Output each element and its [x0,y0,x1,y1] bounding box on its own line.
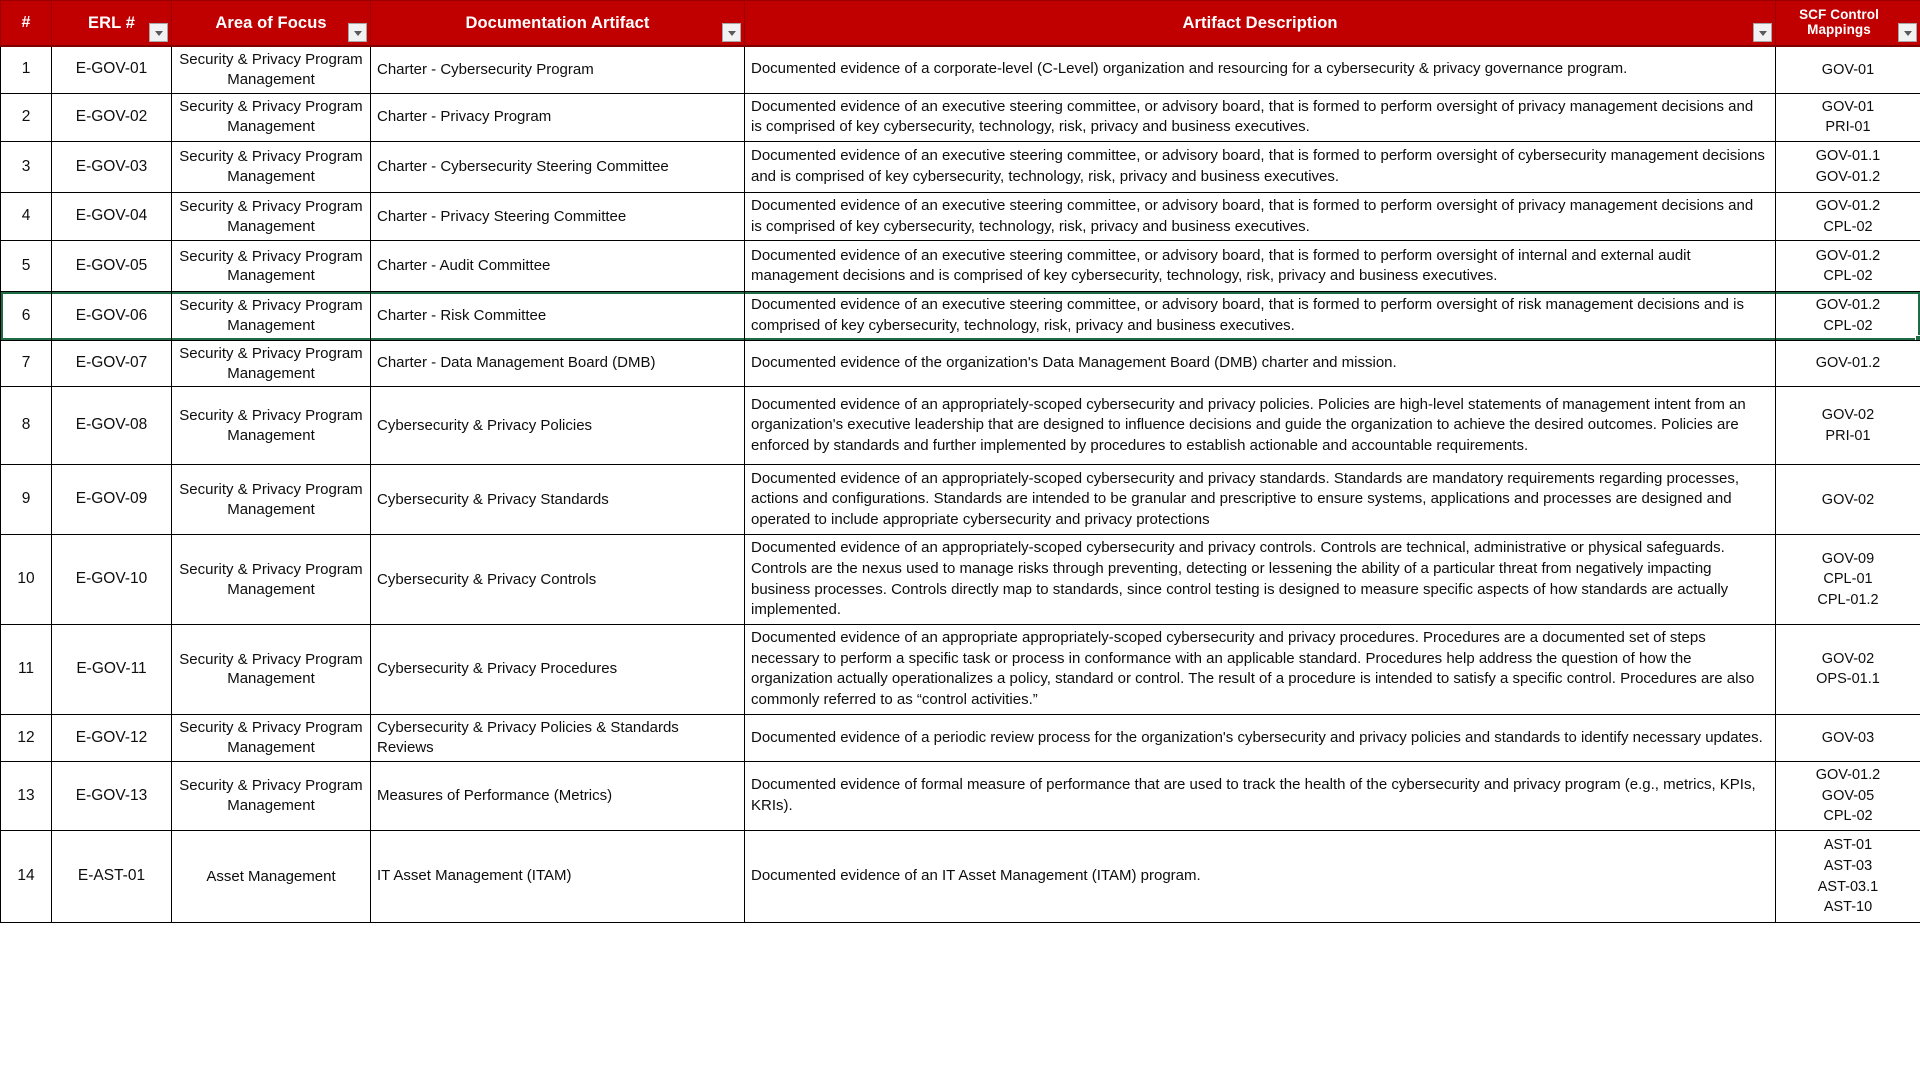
cell-documentation-artifact[interactable]: Cybersecurity & Privacy Controls [371,535,745,625]
cell-scf-control-mappings[interactable] [1776,625,1920,715]
cell-scf-control-mappings[interactable] [1776,192,1920,240]
cell-scf-control-mappings[interactable] [1776,340,1920,387]
column-header-scf-control-mappings-label: SCF Control Mappings [1799,7,1879,37]
cell-erl-number[interactable]: E-GOV-10 [52,535,172,625]
column-header-scf-control-mappings[interactable] [1776,1,1920,47]
cell-erl-number[interactable]: E-GOV-08 [52,387,172,465]
cell-scf-control-mappings[interactable] [1776,46,1920,93]
cell-artifact-description[interactable]: Documented evidence of formal measure of performance that are used to track the health of the cybersecurity and privacy program (e.g., metrics, KPIs, KRIs). [745,762,1776,831]
cell-area-of-focus[interactable]: Security & Privacy Program Management [172,340,371,387]
column-header-documentation-artifact[interactable] [371,1,745,47]
column-header-number-label: # [21,14,31,32]
filter-dropdown-icon-area-of-focus[interactable] [348,23,367,42]
scf-control-mapping: OPS-01.1 [1816,671,1880,688]
scf-control-mapping: CPL-01 [1823,571,1873,588]
column-header-area-of-focus[interactable] [172,1,371,47]
cell-number[interactable]: 10 [1,535,52,625]
scf-control-mapping: GOV-01.2 [1815,355,1881,372]
cell-number[interactable]: 13 [1,762,52,831]
cell-area-of-focus[interactable]: Security & Privacy Program Management [172,93,371,141]
cell-erl-number[interactable]: E-GOV-02 [52,93,172,141]
cell-number[interactable]: 7 [1,340,52,387]
cell-erl-number[interactable]: E-GOV-04 [52,192,172,240]
cell-artifact-description[interactable]: Documented evidence of an executive steering committee, or advisory board, that is formed to perform oversight of privacy management decisions and is comprised of key cybersecurity, technology, risk, privacy and business executives. [745,192,1776,240]
cell-erl-number[interactable]: E-GOV-01 [52,46,172,93]
cell-documentation-artifact[interactable]: Measures of Performance (Metrics) [371,762,745,831]
cell-documentation-artifact[interactable]: Charter - Risk Committee [371,292,745,340]
scf-control-mapping: PRI-01 [1825,427,1871,444]
cell-artifact-description[interactable]: Documented evidence of an executive steering committee, or advisory board, that is formed to perform oversight of risk management decisions and is comprised of key cybersecurity, technology, risk, privacy and business executives. [745,292,1776,340]
cell-erl-number[interactable]: E-GOV-05 [52,241,172,292]
scf-control-mapping: GOV-01.2 [1815,168,1881,185]
cell-area-of-focus[interactable]: Security & Privacy Program Management [172,241,371,292]
scf-control-mapping: GOV-05 [1821,787,1875,804]
cell-scf-control-mappings[interactable] [1776,387,1920,465]
scf-control-mapping: GOV-01.2 [1815,767,1881,784]
scf-control-mapping: CPL-02 [1823,268,1873,285]
cell-artifact-description[interactable]: Documented evidence of an appropriately-scoped cybersecurity and privacy policies. Policies are high-level statements of management intent from an organization's executive leadership that are designed to influence decisions and guide the organization to achieve the desired outcomes. Policies are enforced by standards and further implemented by procedures to establish actionable and accountable requirements. [745,387,1776,465]
column-header-artifact-description-label: Artifact Description [1182,13,1338,32]
scf-control-mapping: GOV-01.2 [1815,297,1881,314]
table-row[interactable] [1,292,1920,340]
filter-dropdown-icon-scf-control-mappings[interactable] [1898,23,1917,42]
cell-number[interactable]: 5 [1,241,52,292]
table-row[interactable] [1,625,1920,715]
cell-area-of-focus[interactable]: Security & Privacy Program Management [172,292,371,340]
scf-control-mapping: GOV-01.2 [1815,247,1881,264]
table-row[interactable] [1,762,1920,831]
cell-artifact-description[interactable]: Documented evidence of the organization's Data Management Board (DMB) charter and mission. [745,340,1776,387]
scf-control-mapping: AST-10 [1823,899,1873,916]
cell-documentation-artifact[interactable]: Charter - Privacy Steering Committee [371,192,745,240]
cell-scf-control-mappings[interactable] [1776,93,1920,141]
cell-artifact-description[interactable]: Documented evidence of an appropriate appropriately-scoped cybersecurity and privacy procedures. Procedures are a documented set of steps necessary to perform a specific task or process in conformance with an applicable standard. Procedures help address the question of how the organization actually operationalizes a policy, standard or control. The result of a procedure is intended to satisfy a specific control. Procedures are also commonly referred to as “control activities.” [745,625,1776,715]
scf-control-mapping: GOV-01 [1821,98,1875,115]
cell-scf-control-mappings[interactable] [1776,762,1920,831]
cell-area-of-focus[interactable]: Security & Privacy Program Management [172,192,371,240]
cell-artifact-description[interactable]: Documented evidence of an executive steering committee, or advisory board, that is formed to perform oversight of privacy management decisions and is comprised of key cybersecurity, technology, risk, privacy and business executives. [745,93,1776,141]
column-header-area-of-focus-label: Area of Focus [215,13,327,32]
cell-documentation-artifact[interactable]: Charter - Cybersecurity Program [371,46,745,93]
cell-area-of-focus[interactable]: Security & Privacy Program Management [172,387,371,465]
cell-area-of-focus[interactable]: Security & Privacy Program Management [172,465,371,535]
table-row[interactable] [1,46,1920,93]
table-row[interactable] [1,141,1920,192]
table-row[interactable] [1,93,1920,141]
cell-documentation-artifact[interactable]: Charter - Privacy Program [371,93,745,141]
cell-area-of-focus[interactable]: Security & Privacy Program Management [172,141,371,192]
cell-artifact-description[interactable]: Documented evidence of an appropriately-scoped cybersecurity and privacy controls. Controls are technical, administrative or physical safeguards. Controls are the nexus used to manage risks through preventing, detecting or lessening the ability of a particular threat from negatively impacting business processes. Controls directly map to standards, since control testing is designed to measure specific aspects of how standards are actually implemented. [745,535,1776,625]
cell-number[interactable]: 1 [1,46,52,93]
filter-dropdown-icon-artifact-description[interactable] [1753,23,1772,42]
cell-area-of-focus[interactable]: Security & Privacy Program Management [172,535,371,625]
scf-control-mapping: AST-01 [1823,837,1873,854]
cell-artifact-description[interactable]: Documented evidence of an executive steering committee, or advisory board, that is formed to perform oversight of cybersecurity management decisions and is comprised of key cybersecurity, technology, risk, privacy and business executives. [745,141,1776,192]
column-header-erl[interactable] [52,1,172,47]
cell-number[interactable]: 4 [1,192,52,240]
filter-dropdown-icon-documentation-artifact[interactable] [722,23,741,42]
cell-artifact-description[interactable]: Documented evidence of a corporate-level (C-Level) organization and resourcing for a cybersecurity & privacy governance program. [745,46,1776,93]
cell-artifact-description[interactable]: Documented evidence of a periodic review process for the organization's cybersecurity and privacy policies and standards to identify necessary updates. [745,714,1776,762]
cell-scf-control-mappings[interactable] [1776,292,1920,340]
cell-scf-control-mappings[interactable] [1776,141,1920,192]
cell-number[interactable]: 2 [1,93,52,141]
cell-scf-control-mappings[interactable] [1776,831,1920,923]
cell-documentation-artifact[interactable]: Cybersecurity & Privacy Standards [371,465,745,535]
table-row[interactable] [1,831,1920,923]
table-row[interactable] [1,714,1920,762]
table-row[interactable] [1,535,1920,625]
table-row[interactable] [1,340,1920,387]
cell-documentation-artifact[interactable]: Cybersecurity & Privacy Policies [371,387,745,465]
selection-fill-handle[interactable] [1915,335,1920,341]
table-row[interactable] [1,387,1920,465]
cell-number[interactable]: 6 [1,292,52,340]
scf-control-mapping: CPL-02 [1823,318,1873,335]
cell-documentation-artifact[interactable]: Cybersecurity & Privacy Policies & Standards Reviews [371,714,745,762]
column-header-artifact-description[interactable] [745,1,1776,47]
cell-scf-control-mappings[interactable] [1776,241,1920,292]
scf-control-mapping: CPL-02 [1823,808,1873,825]
scf-control-mapping: GOV-09 [1821,550,1875,567]
cell-documentation-artifact[interactable]: Cybersecurity & Privacy Procedures [371,625,745,715]
cell-number[interactable]: 8 [1,387,52,465]
table-row[interactable] [1,241,1920,292]
scf-control-mapping: CPL-01.2 [1817,591,1879,608]
cell-documentation-artifact[interactable]: Charter - Audit Committee [371,241,745,292]
scf-control-mapping: GOV-03 [1821,729,1875,746]
scf-control-mapping: GOV-01.2 [1815,198,1881,215]
scf-control-mapping: AST-03.1 [1817,878,1879,895]
scf-control-mapping: GOV-01.1 [1815,148,1881,165]
cell-documentation-artifact[interactable]: IT Asset Management (ITAM) [371,831,745,923]
cell-number[interactable]: 11 [1,625,52,715]
cell-documentation-artifact[interactable]: Charter - Cybersecurity Steering Committee [371,141,745,192]
cell-erl-number[interactable]: E-AST-01 [52,831,172,923]
cell-erl-number[interactable]: E-GOV-03 [52,141,172,192]
cell-area-of-focus[interactable]: Security & Privacy Program Management [172,714,371,762]
scf-control-mapping: GOV-02 [1821,491,1875,508]
column-header-number[interactable] [1,1,52,47]
column-header-documentation-artifact-label: Documentation Artifact [465,13,650,32]
cell-scf-control-mappings[interactable] [1776,714,1920,762]
cell-number[interactable]: 9 [1,465,52,535]
cell-number[interactable]: 14 [1,831,52,923]
cell-area-of-focus[interactable]: Security & Privacy Program Management [172,762,371,831]
cell-area-of-focus[interactable]: Security & Privacy Program Management [172,46,371,93]
cell-artifact-description[interactable]: Documented evidence of an appropriately-scoped cybersecurity and privacy standards. Standards are mandatory requirements regarding processes, actions and configurations. Standards are intended to be granular and prescriptive to ensure systems, applications and processes are designed and operated to include appropriate cybersecurity and privacy protections [745,465,1776,535]
scf-control-mapping: AST-03 [1823,857,1873,874]
cell-scf-control-mappings[interactable] [1776,535,1920,625]
table-header [1,1,1920,47]
cell-scf-control-mappings[interactable] [1776,465,1920,535]
cell-area-of-focus[interactable]: Security & Privacy Program Management [172,625,371,715]
cell-artifact-description[interactable]: Documented evidence of an executive steering committee, or advisory board, that is formed to perform oversight of internal and external audit management decisions and is comprised of key cybersecurity, technology, risk, privacy and business executives. [745,241,1776,292]
cell-erl-number[interactable]: E-GOV-09 [52,465,172,535]
filter-dropdown-icon-erl[interactable] [149,23,168,42]
cell-erl-number[interactable]: E-GOV-11 [52,625,172,715]
cell-number[interactable]: 3 [1,141,52,192]
scf-control-mapping: CPL-02 [1823,218,1873,235]
cell-documentation-artifact[interactable]: Charter - Data Management Board (DMB) [371,340,745,387]
cell-erl-number[interactable]: E-GOV-12 [52,714,172,762]
cell-number[interactable]: 12 [1,714,52,762]
cell-erl-number[interactable]: E-GOV-07 [52,340,172,387]
scf-control-mapping: GOV-02 [1821,650,1875,667]
table-row[interactable] [1,465,1920,535]
cell-artifact-description[interactable]: Documented evidence of an IT Asset Management (ITAM) program. [745,831,1776,923]
header-row [1,1,1920,47]
scf-control-mapping: GOV-01 [1821,61,1875,78]
cell-erl-number[interactable]: E-GOV-13 [52,762,172,831]
column-header-erl-label: ERL # [88,13,135,32]
table-body [1,46,1920,923]
table-row[interactable] [1,192,1920,240]
scf-control-mapping: PRI-01 [1825,119,1871,136]
scf-control-mapping: GOV-02 [1821,407,1875,424]
cell-erl-number[interactable]: E-GOV-06 [52,292,172,340]
cell-area-of-focus[interactable]: Asset Management [172,831,371,923]
